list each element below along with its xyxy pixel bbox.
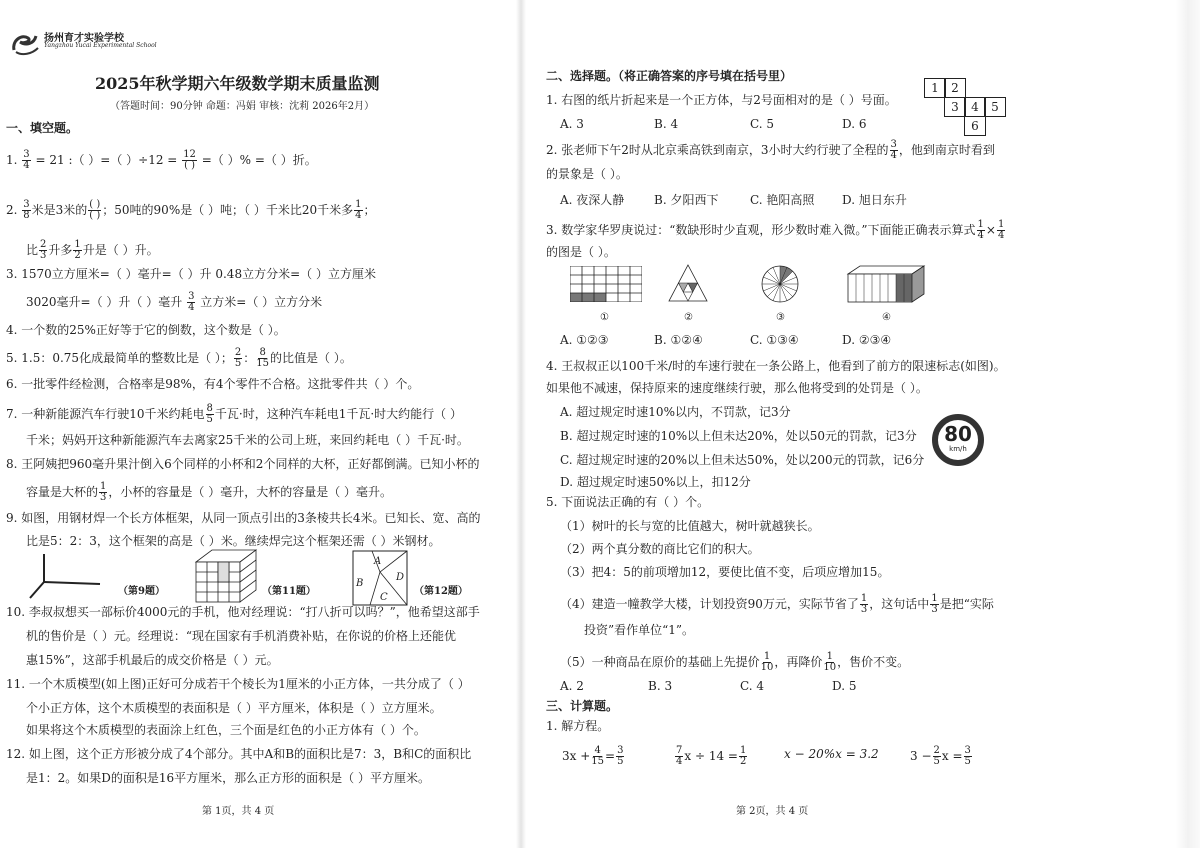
figure-12-label-d: D	[396, 572, 405, 583]
choice-2-line2: 的景象是（ ）。	[546, 167, 628, 181]
choice-5-option-c: C. 4	[740, 679, 765, 693]
choice-1-option-d: D. 6	[842, 117, 867, 131]
question-4: 4. 一个数的25%正好等于它的倒数，这个数是（ ）。	[6, 323, 286, 337]
choice-5-statement-4: （4）建造一幢教学大楼，计划投资90万元，实际节省了 $\frac{1}{3}$ ，这句话中 $\frac{1}{3}$ 是把“实际	[560, 593, 994, 615]
choice-3-line2: 的图是（ ）。	[546, 245, 616, 259]
speed-limit-sign	[932, 414, 984, 466]
question-8-line2: 容量是大杯的 $\frac{1}{3}$ ，小杯的容量是（ ）毫升，大杯的容量是（ ）毫升。	[26, 481, 393, 503]
page-footer: 第 1页，共 4 页	[202, 806, 275, 817]
question-12-line2: 是1：2。如果D的面积是16平方厘米，那么正方形的面积是（ ）平方厘米。	[26, 771, 430, 785]
question-9: 9. 如图，用钢材焊一个长方体框架，从同一顶点引出的3条棱共长4米。已知长、宽、高的	[6, 511, 481, 525]
choice-1-option-a: A. 3	[560, 117, 584, 131]
choice-2-option-d: D. 旭日东升	[842, 193, 907, 207]
speed-limit-unit: km/h	[949, 445, 967, 453]
choice-5-statement-4-line2: 投资”看作单位“1”。	[584, 623, 695, 637]
figure-label-1: ①	[600, 312, 609, 323]
question-11-line3: 如果将这个木质模型的表面涂上红色，三个面是红色的小正方体有（ ）个。	[26, 723, 426, 737]
cube-face-3: 3	[944, 97, 966, 117]
figure-12-caption: （第12题）	[414, 586, 468, 597]
figure-label-4: ④	[882, 312, 891, 323]
choice-3-option-a: A. ①②③	[560, 333, 609, 347]
choice-4-option-c: C. 超过规定时速的20%以上但未达50%，处以200元的罚款，记6分	[560, 453, 925, 467]
cube-face-1: 1	[924, 78, 946, 98]
fraction: $\frac{12}{( )}$	[183, 149, 196, 171]
section-choice: 二、选择题。（将正确答案的序号填在括号里）	[546, 69, 793, 83]
figure-9-caption: （第9题）	[118, 586, 165, 597]
cube-face-2: 2	[944, 78, 966, 98]
page-footer: 第 2页，共 4 页	[736, 806, 809, 817]
choice-5-option-b: B. 3	[648, 679, 673, 693]
figure-12-label-c: C	[380, 592, 388, 603]
figure-12-label-b: B	[356, 578, 364, 589]
question-3-line2: 3020毫升=（ ）升（ ）毫升 $\frac{3}{4}$ 立方米=（ ）立方分米	[26, 291, 323, 313]
choice-3-option-d: D. ②③④	[842, 333, 892, 347]
choice-3-figure-4-prism-icon	[846, 264, 926, 304]
question-10-line2: 机的售价是（ ）元。经理说：“现在国家有手机消费补贴，在你说的价格上还能优	[26, 629, 456, 643]
question-10-line3: 惠15%”，这部手机最后的成交价格是（ ）元。	[26, 653, 279, 667]
fraction: $\frac{3}{4}$	[23, 149, 30, 171]
scan-edge	[998, 0, 1200, 848]
choice-4: 4. 王叔叔正以100千米/时的车速行驶在一条公路上，他看到了前方的限速标志(如图)。	[546, 359, 1006, 373]
exam-info: （答题时间：90分钟 命题：冯娟 审核：沈莉 2026年2月）	[110, 101, 375, 112]
speed-limit-value: 80	[944, 422, 972, 446]
question-2-line2: 比 $\frac{2}{3}$ 升多 $\frac{1}{2}$ 升是（ ）升。	[26, 239, 159, 261]
choice-5-option-a: A. 2	[560, 679, 584, 693]
choice-3-figure-1-grid-icon	[570, 266, 642, 302]
choice-2-option-c: C. 艳阳高照	[750, 193, 815, 207]
question-8: 8. 王阿姨把960毫升果汁倒入6个同样的小杯和2个同样的大杯，正好都倒满。已知小杯的	[6, 457, 480, 471]
question-1: 1. $\frac{3}{4}$ = 21 :（ ）=（ ）÷12 = $\frac{12}{( )}$ =（ ）% =（ ）折。	[6, 149, 317, 171]
choice-2-option-a: A. 夜深人静	[560, 193, 625, 207]
figure-9-edges-icon	[28, 552, 104, 602]
choice-5: 5. 下面说法正确的有（ ）个。	[546, 495, 710, 509]
choice-5-statement-3: （3）把4：5的前项增加12，要使比值不变，后项应增加15。	[560, 565, 890, 579]
question-10: 10. 李叔叔想买一部标价4000元的手机，他对经理说：“打八折可以吗？”，他希望这部手	[6, 605, 480, 619]
choice-1: 1. 右图的纸片折起来是一个正方体，与2号面相对的是（ ）号面。	[546, 93, 897, 107]
choice-2-option-b: B. 夕阳西下	[654, 193, 719, 207]
cube-face-5: 5	[984, 97, 1006, 117]
cube-face-6: 6	[964, 116, 986, 136]
choice-1-option-b: B. 4	[654, 117, 679, 131]
choice-5-option-d: D. 5	[832, 679, 857, 693]
figure-12-label-a: A	[374, 556, 382, 567]
choice-3: 3. 数学家华罗庚说过：“数缺形时少直观，形少数时难入微。”下面能正确表示算式 $\frac{1}{4}$ × $\frac{1}{4}$	[546, 219, 1005, 241]
choice-4-option-d: D. 超过规定时速50%以上，扣12分	[560, 475, 751, 489]
choice-5-statement-5: （5）一种商品在原价的基础上先提价 $\frac{1}{10}$ ，再降价 $\frac{1}{10}$ ，售价不变。	[560, 651, 910, 673]
question-3: 3. 1570立方厘米=（ ）毫升=（ ）升 0.48立方分米=（ ）立方厘米	[6, 267, 376, 281]
choice-4-line2: 如果他不减速，保持原来的速度继续行驶，那么他将受到的处罚是（ ）。	[546, 381, 928, 395]
choice-5-statement-1: （1）树叶的长与宽的比值越大，树叶就越狭长。	[560, 519, 820, 533]
section-calculation: 三、计算题。	[546, 699, 619, 713]
figure-label-3: ③	[776, 312, 785, 323]
equation-1: 3x + $\frac{4}{15}$ = $\frac{3}{5}$	[562, 745, 624, 767]
cube-face-4: 4	[964, 97, 986, 117]
exam-page-1	[0, 0, 520, 848]
question-2: 2. $\frac{3}{8}$ 米是3米的 $\frac{( )}{( )}$ ；50吨的90%是（ ）吨；（ ）千米比20千米多 $\frac{1}{4}$ ；	[6, 199, 376, 221]
question-9-line2: 比是5：2：3，这个框架的高是（ ）米。继续焊完这个框架还需（ ）米钢材。	[26, 534, 441, 548]
section-fill-blank: 一、填空题。	[6, 121, 79, 135]
exam-page-2	[522, 0, 1200, 848]
choice-5-statement-2: （2）两个真分数的商比它们的积大。	[560, 542, 760, 556]
choice-4-option-a: A. 超过规定时速10%以内，不罚款，记3分	[560, 405, 791, 419]
question-11-line2: 个小正方体，这个木质模型的表面积是（ ）平方厘米，体积是（ ）立方厘米。	[26, 701, 442, 715]
figure-11-caption: （第11题）	[262, 586, 316, 597]
equation-3: x − 20%x = 3.2	[784, 747, 879, 761]
page-title: 2025年秋学期六年级数学期末质量监测	[95, 74, 380, 93]
equation-4: 3 − $\frac{2}{5}$ x = $\frac{3}{5}$	[910, 745, 971, 767]
cube-net-figure	[924, 78, 1006, 138]
question-7: 7. 一种新能源汽车行驶10千米约耗电 $\frac{8}{5}$ 千瓦·时，这种汽车耗电1千瓦·时大约能行（ ）	[6, 403, 463, 425]
choice-3-figure-3-circle-icon	[760, 264, 800, 304]
choice-2: 2. 张老师下午2时从北京乘高铁到南京，3小时大约行驶了全程的 $\frac{3}{4}$ ，他到南京时看到	[546, 139, 995, 161]
figure-label-2: ②	[684, 312, 693, 323]
choice-4-option-b: B. 超过规定时速的10%以上但未达20%，处以50元的罚款，记3分	[560, 429, 917, 443]
school-name-en: Yangzhou Yucai Experimental School	[44, 42, 157, 49]
question-7-line2: 千米；妈妈开这种新能源汽车去离家25千米的公司上班，来回约耗电（ ）千瓦·时。	[26, 433, 469, 447]
calc-solve-equations: 1. 解方程。	[546, 719, 610, 733]
question-6: 6. 一批零件经检测，合格率是98%，有4个零件不合格。这批零件共（ ）个。	[6, 377, 420, 391]
choice-1-option-c: C. 5	[750, 117, 775, 131]
school-logo-icon	[10, 30, 40, 56]
question-11: 11. 一个木质模型(如上图)正好可分成若干个棱长为1厘米的小正方体，一共分成了（ ）	[6, 677, 470, 691]
question-12: 12. 如上图，这个正方形被分成了4个部分。其中A和B的面积比是7：3，B和C的面积比	[6, 747, 472, 761]
equation-2: $\frac{7}{4}$ x ÷ 14 = $\frac{1}{2}$	[676, 745, 747, 767]
choice-3-figure-2-triangle-icon	[668, 264, 708, 302]
school-name: 扬州育才实验学校	[44, 33, 124, 44]
figure-11-cube-model-icon	[194, 548, 258, 604]
choice-3-option-c: C. ①③④	[750, 333, 799, 347]
choice-3-option-b: B. ①②④	[654, 333, 703, 347]
question-5: 5. 1.5：0.75化成最简单的整数比是（ ）； $\frac{2}{5}$ ： $\frac{8}{15}$ 的比值是（ ）。	[6, 347, 352, 369]
